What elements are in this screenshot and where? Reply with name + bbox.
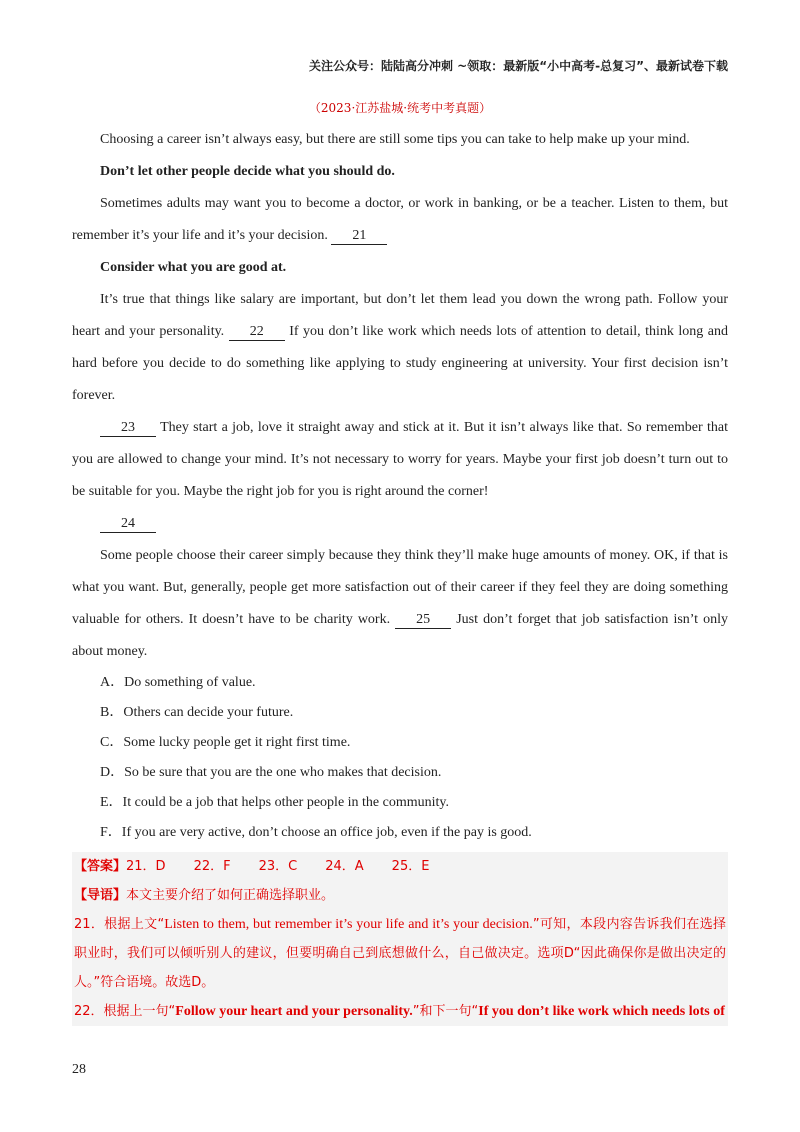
intro-paragraph: Choosing a career isn’t always easy, but there are still some tips you can take to help make up your mind. <box>100 132 690 147</box>
answer-block <box>72 852 728 1026</box>
guide-label: 【导语】 <box>74 888 127 903</box>
guide-text: 本文主要介绍了如何正确选择职业。 <box>126 888 335 903</box>
explanation-21-quote: Listen to them, but remember it’s your life and it’s your decision. <box>164 917 533 932</box>
paragraph-1 <box>72 188 728 252</box>
heading-blank-24 <box>72 508 728 540</box>
explanation-21 <box>74 910 726 997</box>
explanation-21-prefix: 21．根据上文“ <box>74 917 165 932</box>
blank-21: 21 <box>331 228 387 245</box>
heading-2: Consider what you are good at. <box>100 260 287 275</box>
paragraph-1-text: Sometimes adults may want you to become a doctor, or work in banking, or be a teacher. Listen to them, but remember it’s your life and it’s your decision. <box>72 196 728 243</box>
explanation-21-rest: ”可知，本段内容告诉我们在选择职业时，我们可以倾听别人的建议，但要明确自己到底想做什么，自己做决定。选项D“因此确保你是做出决定的人。”符合语境。故选D。 <box>74 917 727 990</box>
paragraph-2 <box>72 284 728 412</box>
paragraph-3 <box>72 412 728 508</box>
option-f: F．If you are very active, don’t choose an office job, even if the pay is good. <box>100 825 532 840</box>
blank-25: 25 <box>395 612 451 629</box>
paragraph-2a-text: It’s true that things like salary are important, but don’t let them lead you down the wrong path. Follow your heart and your personality. <box>72 292 728 339</box>
blank-24: 24 <box>100 516 156 533</box>
answer-21: 21．D <box>126 859 166 874</box>
page-header: 关注公众号：陆陆高分冲刺 ~领取：最新版“小中高考-总复习”、最新试卷下载 <box>309 59 728 73</box>
options-list <box>72 668 728 848</box>
explanation-22-quote: Follow your heart and your personality. <box>175 1004 413 1019</box>
answer-24: 24．A <box>325 859 364 874</box>
page-number: 28 <box>72 1062 86 1077</box>
explanation-22-quote2: If you don’t like work which needs lots of <box>478 1004 725 1019</box>
option-a: A．Do something of value. <box>100 675 256 690</box>
answer-22: 22．F <box>193 859 231 874</box>
content <box>72 96 728 1026</box>
heading-1: Don’t let other people decide what you should do. <box>100 164 395 179</box>
option-c: C．Some lucky people get it right first time. <box>100 735 351 750</box>
paragraph-4b-text: Just don’t forget that job satisfaction isn’t only about money. <box>72 612 729 659</box>
question-source: （2023·江苏盐城·统考中考真题） <box>308 101 492 115</box>
answer-25: 25．E <box>391 859 430 874</box>
paragraph-3-text: They start a job, love it straight away and stick at it. But it isn’t always like that. So remember that you are allowed to change your mind. It’s not necessary to worry for years. Maybe your first job doesn’t turn out to be suitable for you. Maybe the right job for you is right around the corner! <box>72 420 728 499</box>
paragraph-4 <box>72 540 728 668</box>
answer-23: 23．C <box>258 859 298 874</box>
option-e: E．It could be a job that helps other people in the community. <box>100 795 450 810</box>
paragraph-4a-text: Some people choose their career simply because they think they’ll make huge amounts of money. OK, if that is what you want. But, generally, people get more satisfaction out of their career if they feel they are doing something valuable for others. It doesn’t have to be charity work. <box>72 548 728 627</box>
explanation-22-prefix: 22．根据上一句“ <box>74 1004 176 1019</box>
explanation-22-mid: ”和下一句“ <box>412 1004 479 1019</box>
blank-22: 22 <box>229 324 285 341</box>
explanation-22 <box>74 997 726 1026</box>
guide-line <box>74 881 726 910</box>
option-d: D．So be sure that you are the one who makes that decision. <box>100 765 442 780</box>
paragraph-2b-text: If you don’t like work which needs lots of attention to detail, think long and hard before you decide to do something like applying to study engineering at university. Your first decision isn’t forever. <box>72 324 729 403</box>
option-b: B．Others can decide your future. <box>100 705 294 720</box>
answer-line <box>74 852 726 881</box>
blank-23: 23 <box>100 420 156 437</box>
answer-label: 【答案】 <box>74 859 127 874</box>
